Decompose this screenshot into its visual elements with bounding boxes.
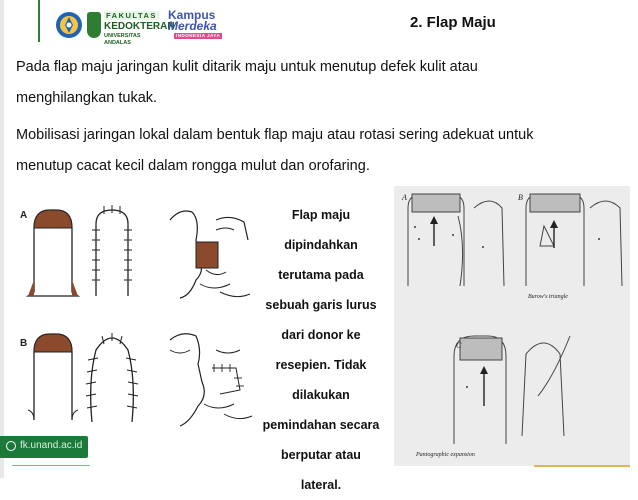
advancement-flap-illustration (20, 200, 256, 430)
figure-caption (254, 200, 388, 500)
footer-divider-right (534, 465, 630, 467)
caption-line: pemindahan secara (262, 418, 380, 432)
caption-line: dari donor ke (281, 328, 361, 342)
caption-line: dipindahkan (284, 238, 358, 252)
footer-divider-left (12, 465, 90, 466)
slide-title: 2. Flap Maju (410, 14, 496, 31)
kampus-merdeka-logo (168, 9, 226, 41)
fakultas-kedokteran-logo (87, 10, 175, 46)
footer-website-badge[interactable] (0, 436, 88, 458)
caption-line: resepien. Tidak (275, 358, 367, 372)
caption-line: Flap maju (291, 208, 351, 222)
body-paragraph-2: Mobilisasi jaringan lokal dalam bentuk flap maju atau rotasi sering adekuat untuk menutup cacat kecil dalam rongga mulut dan orofaring. (16, 127, 534, 174)
diagram-label-c: C (456, 341, 462, 350)
flap-technique-diagram (394, 186, 630, 466)
figure-label-b: B (20, 338, 28, 349)
caption-line: sebuah garis lurus (265, 298, 377, 312)
university-crest-icon (87, 12, 101, 38)
university-label: UNIVERSITAS ANDALAS (104, 33, 141, 46)
body-paragraph-1: Pada flap maju jaringan kulit ditarik maju untuk menutup defek kulit atau menghilangkan tukak. (16, 59, 478, 106)
merdeka-label: Merdeka (168, 19, 217, 33)
kedokteran-label: KEDOKTERAN (104, 21, 175, 32)
fakultas-label: FAKULTAS (106, 11, 157, 20)
caption-line: terutama pada (278, 268, 364, 282)
kampus-label: Kampus (168, 8, 216, 22)
diagram-label-b: B (518, 193, 523, 202)
caption-line: berputar atau (281, 448, 361, 462)
caption-line: dilakukan (292, 388, 350, 402)
caption-line: lateral. (300, 478, 342, 492)
figure-label-a: A (20, 210, 28, 221)
indonesia-jaya-label: INDONESIA JAYA (176, 33, 221, 38)
footer-website-text: fk.unand.ac.id (20, 440, 83, 451)
pantographic-expansion-annotation: Pantographic expansion (416, 452, 475, 458)
burow-triangle-annotation: Burow's triangle (528, 294, 568, 300)
slide-left-edge (0, 0, 4, 478)
header-accent-strip (38, 0, 40, 42)
kemdikbud-logo (54, 10, 84, 40)
globe-icon (6, 441, 16, 451)
diagram-label-a: A (402, 193, 407, 202)
